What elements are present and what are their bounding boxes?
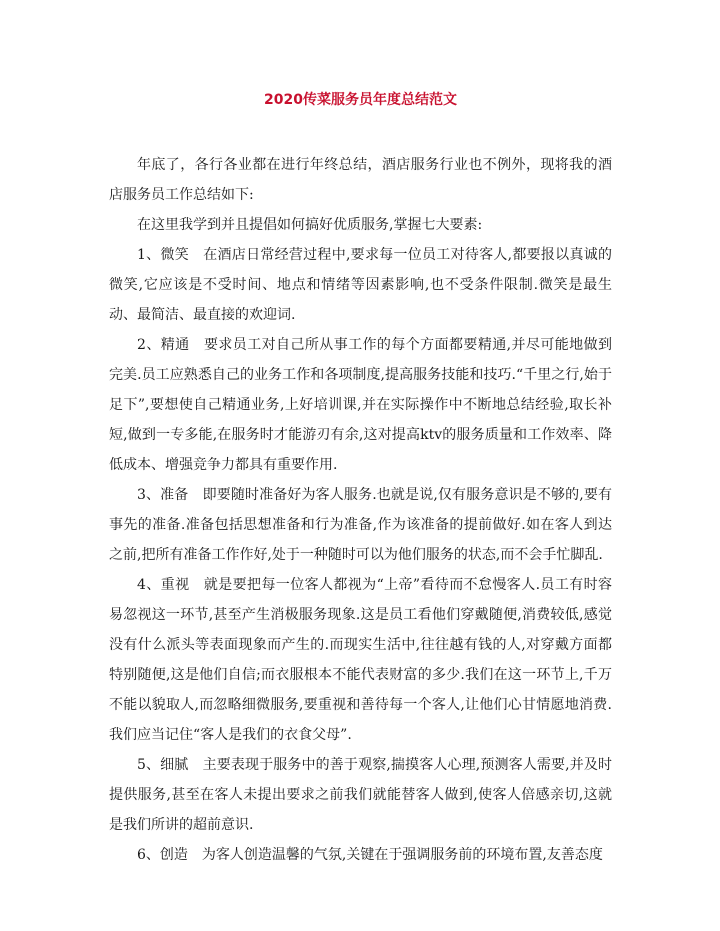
section-heading: 1、微笑 xyxy=(137,247,189,263)
section-heading: 6、创造 xyxy=(137,847,188,863)
section-heading: 3、准备 xyxy=(137,487,189,503)
document-title: 2020传菜服务员年度总结范文 xyxy=(264,92,457,108)
section-heading: 5、细腻 xyxy=(137,757,189,773)
intro-paragraph xyxy=(109,150,612,210)
section-text: 即要随时准备好为客人服务.也就是说,仅有服务意识是不够的,要有事先的准备.准备包括思想准备和行为准备,作为该准备的提前做好.如在客人到达之前,把所有准备工作作好,处于一种随时可以为他们服务的状态,而不会手忙脚乱. xyxy=(109,487,612,563)
section-smile xyxy=(109,240,612,330)
paragraph-text: 在这里我学到并且提倡如何搞好优质服务,掌握七大要素: xyxy=(137,217,483,233)
paragraph-text: 年底了，各行各业都在进行年终总结，酒店服务行业也不例外，现将我的酒店服务员工作总结如下: xyxy=(109,157,612,203)
section-text: 要求员工对自己所从事工作的每个方面都要精通,并尽可能地做到完美.员工应熟悉自己的业务工作和各项制度,提高服务技能和技巧.“千里之行,始于足下”,要想使自己精通业务,上好培训课,并在实际操作中不断地总结经验,取长补短,做到一专多能,在服务时才能游刃有余,这对提高ktv的服务质量和工作效率、降低成本、增强竞争力都具有重要作用. xyxy=(109,337,612,473)
section-text: 在酒店日常经营过程中,要求每一位员工对待客人,都要报以真诚的微笑,它应该是不受时间、地点和情绪等因素影响,也不受条件限制.微笑是最生动、最简洁、最直接的欢迎词. xyxy=(109,247,612,323)
section-delicacy xyxy=(109,750,612,840)
section-text: 为客人创造温馨的气氛,关键在于强调服务前的环境布置,友善态度 xyxy=(201,847,603,863)
elements-intro-paragraph xyxy=(109,210,612,240)
section-heading: 2、精通 xyxy=(137,337,190,353)
document-page xyxy=(109,90,612,870)
section-creation xyxy=(109,840,612,870)
section-attention xyxy=(109,570,612,750)
section-heading: 4、重视 xyxy=(137,577,190,593)
section-preparation xyxy=(109,480,612,570)
section-proficiency xyxy=(109,330,612,480)
section-text: 主要表现于服务中的善于观察,揣摸客人心理,预测客人需要,并及时提供服务,甚至在客人未提出要求之前我们就能替客人做到,使客人倍感亲切,这就是我们所讲的超前意识. xyxy=(109,757,612,833)
section-text: 就是要把每一位客人都视为“上帝”看待而不怠慢客人.员工有时容易忽视这一环节,甚至产生消极服务现象.这是员工看他们穿戴随便,消费较低,感觉没有什么派头等表面现象而产生的.而现实生活中,往往越有钱的人,对穿戴方面都特别随便,这是他们自信;而衣服根本不能代表财富的多少.我们在这一环节上,千万不能以貌取人,而忽略细微服务,要重视和善待每一个客人,让他们心甘情愿地消费.我们应当记住“客人是我们的衣食父母”. xyxy=(109,577,612,743)
